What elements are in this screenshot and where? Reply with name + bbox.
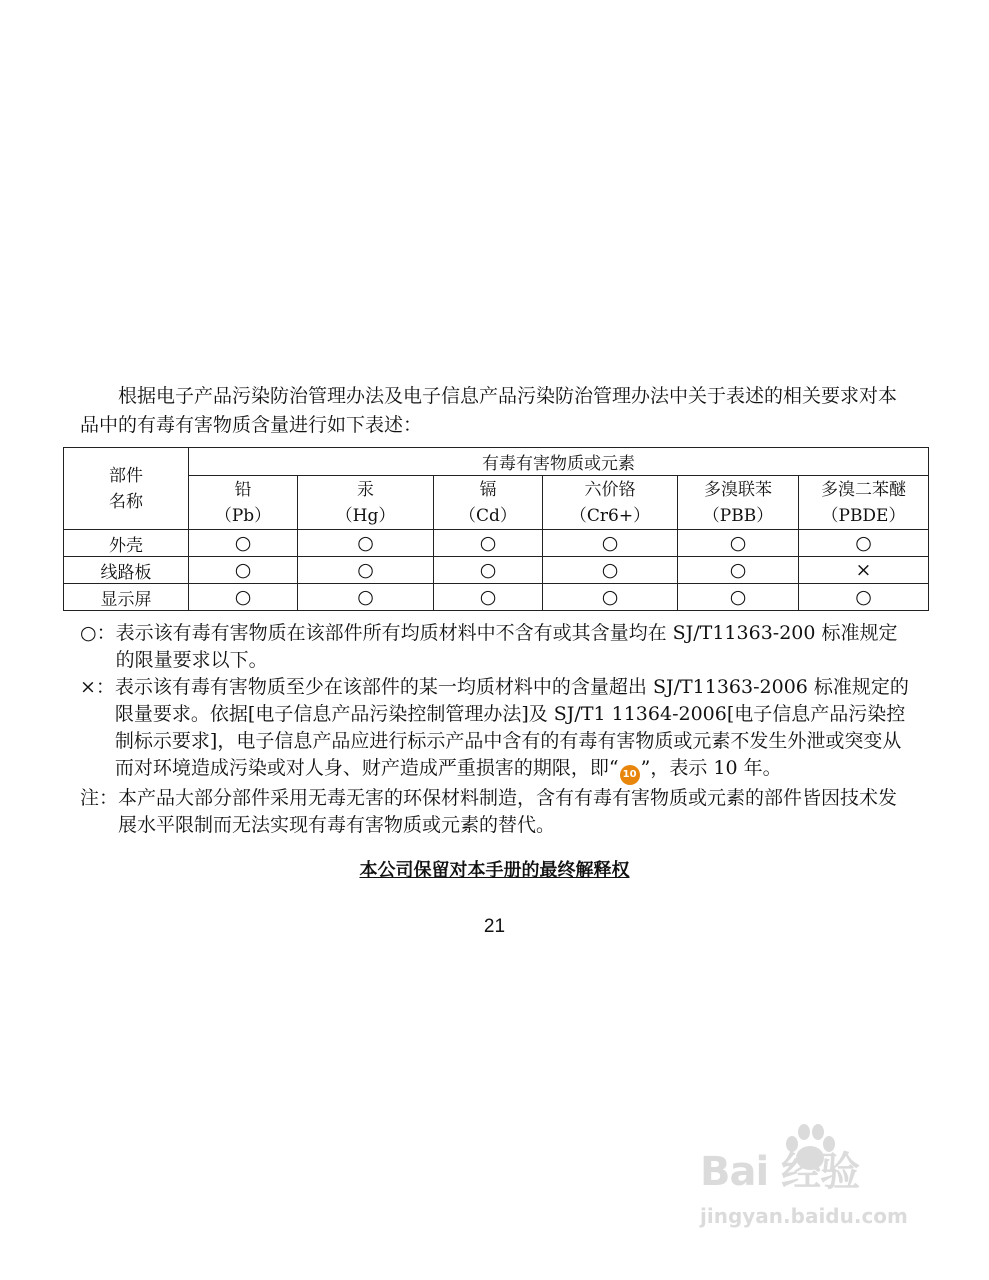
- substance-name: 多溴联苯: [704, 479, 772, 500]
- page-number: 21: [483, 916, 506, 937]
- cross-note-prefix: ×：: [80, 676, 115, 698]
- remark-note: [80, 785, 916, 839]
- part-name-cell: 线路板: [64, 557, 189, 584]
- substance-symbol: （Hg）: [335, 505, 396, 526]
- cross-note-body: [115, 674, 916, 785]
- substance-symbol: （Cd）: [459, 505, 517, 526]
- substance-name: 多溴二苯醚: [821, 479, 906, 500]
- table-row: [64, 557, 929, 584]
- column-header-cr6: [543, 476, 678, 530]
- status-cell: ○: [678, 530, 799, 557]
- legend-notes: [80, 620, 916, 839]
- cross-note-text: 表示该有毒有害物质至少在该部件的某一均质材料中的含量超出 SJ/T11363-2006 标准规定的限量要求。依据[电子信息产品污染控制管理办法]及 SJ/T1 11364-2006[电子信息产品污染控制标示要求]，电子信息产品应进行标示产品中含有的有毒有害物质或元素不发生外泄或突变从而对环境造成污染或对人身、财产造成严重损害的期限，即“: [114, 676, 909, 779]
- status-cell: ○: [434, 584, 543, 611]
- substance-name: 六价铬: [584, 479, 636, 500]
- status-cell: ○: [678, 584, 799, 611]
- cross-note: [80, 674, 916, 785]
- status-cell: ○: [298, 557, 434, 584]
- circle-note-prefix: ○：: [80, 622, 116, 644]
- part-name-cell: 外壳: [64, 530, 189, 557]
- remark-note-text: 本产品大部分部件采用无毒无害的环保材料制造，含有有毒有害物质或元素的部件皆因技术发展水平限制而无法实现有毒有害物质或元素的替代。: [118, 787, 898, 836]
- intro-paragraph: 根据电子产品污染防治管理办法及电子信息产品污染防治管理办法中关于表述的相关要求对本品中的有毒有害物质含量进行如下表述：: [80, 385, 898, 436]
- status-cell: ○: [189, 584, 298, 611]
- status-cell: ○: [678, 557, 799, 584]
- environmental-protection-period-icon: 10: [620, 765, 640, 785]
- status-cell: ○: [434, 530, 543, 557]
- column-header-cd: [434, 476, 543, 530]
- substance-symbol: （Pb）: [214, 505, 272, 526]
- status-cell: ○: [543, 584, 678, 611]
- substance-name: 镉: [479, 479, 497, 500]
- watermark-main-text: Bai 经验: [700, 1149, 860, 1195]
- circle-note-text: 表示该有毒有害物质在该部件所有均质材料中不含有或其含量均在 SJ/T11363-200 标准规定的限量要求以下。: [115, 622, 898, 671]
- substance-symbol: （PBB）: [702, 505, 774, 526]
- column-header-pbb: [678, 476, 799, 530]
- column-header-hg: [298, 476, 434, 530]
- rights-statement: 本公司保留对本手册的最终解释权: [359, 860, 630, 881]
- status-cell: ○: [434, 557, 543, 584]
- part-header-line2: 名称: [109, 491, 143, 512]
- status-cell: ○: [799, 530, 929, 557]
- part-header-line1: 部件: [109, 465, 143, 486]
- substance-symbol: （Cr6+）: [569, 505, 651, 526]
- hazardous-substances-table: [63, 447, 929, 611]
- status-cell: ○: [298, 584, 434, 611]
- status-cell: ○: [543, 557, 678, 584]
- part-name-cell: 显示屏: [64, 584, 189, 611]
- substance-name: 汞: [357, 479, 374, 500]
- status-cell: ○: [189, 557, 298, 584]
- status-cell: ○: [543, 530, 678, 557]
- status-cell: ×: [799, 557, 929, 584]
- remark-note-prefix: 注：: [80, 787, 119, 809]
- cross-note-text-end: ”，表示 10 年。: [640, 757, 782, 779]
- substance-symbol: （PBDE）: [821, 505, 906, 526]
- column-header-pb: [189, 476, 298, 530]
- part-name-header: [64, 448, 189, 530]
- substances-header: 有毒有害物质或元素: [189, 448, 929, 476]
- circle-note: [80, 620, 916, 674]
- status-cell: ○: [298, 530, 434, 557]
- column-header-pbde: [799, 476, 929, 530]
- watermark-url-text: jingyan.baidu.com: [700, 1204, 908, 1228]
- substance-name: 铅: [234, 479, 252, 500]
- table-row: [64, 584, 929, 611]
- status-cell: ○: [189, 530, 298, 557]
- baidu-jingyan-watermark: [700, 1130, 960, 1260]
- status-cell: ○: [799, 584, 929, 611]
- table-row: [64, 530, 929, 557]
